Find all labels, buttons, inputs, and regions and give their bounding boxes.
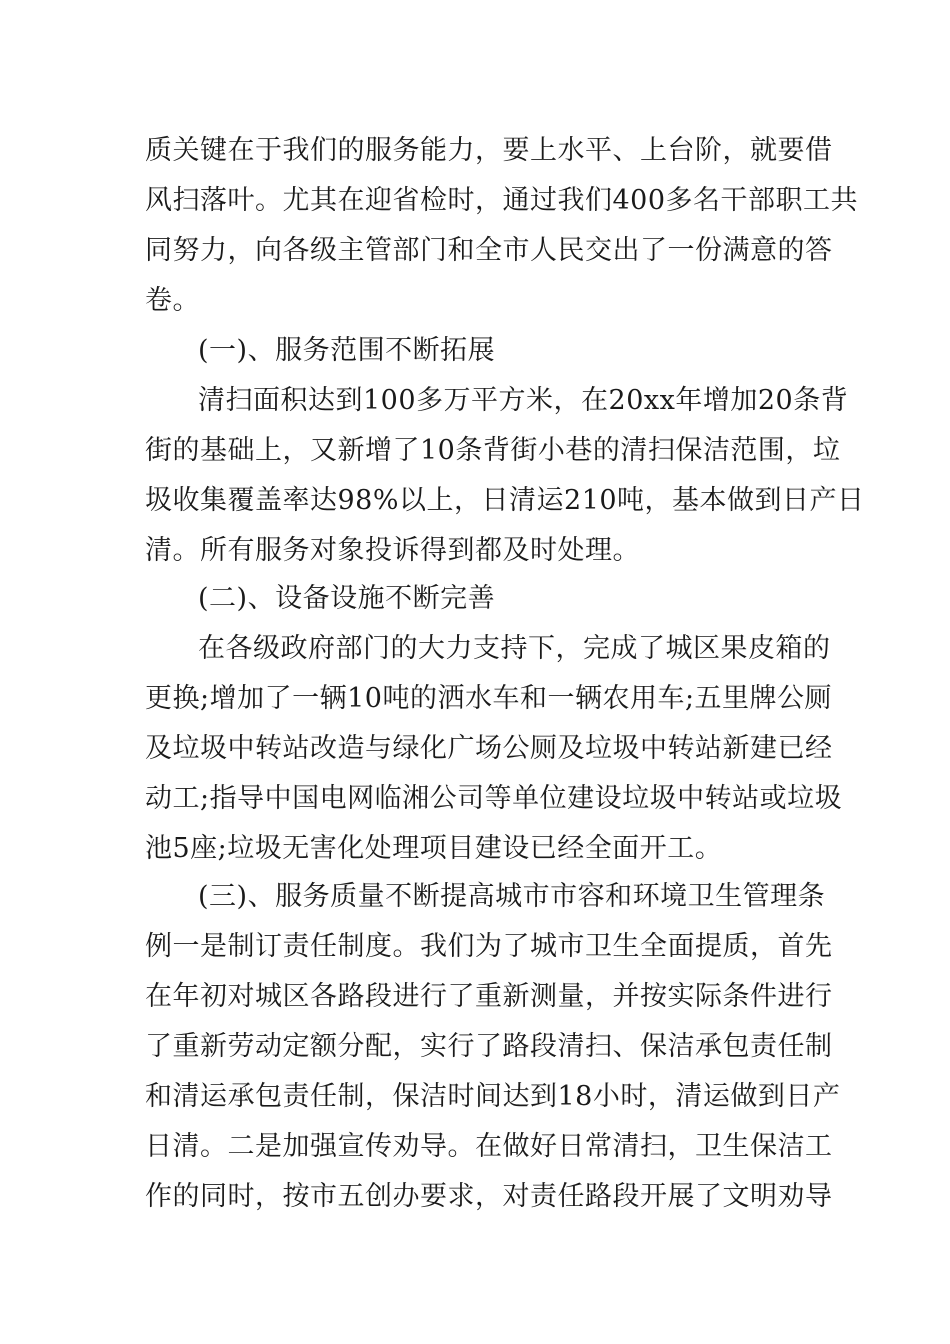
paragraph-line: 同努力，向各级主管部门和全市人民交出了一份满意的答	[145, 235, 833, 266]
paragraph-line: 清。所有服务对象投诉得到都及时处理。	[145, 535, 640, 566]
paragraph-line: 更换;增加了一辆10吨的洒水车和一辆农用车;五里牌公厕	[145, 683, 833, 714]
paragraph-line: 在年初对城区各路段进行了重新测量，并按实际条件进行	[145, 981, 833, 1012]
paragraph-line: 街的基础上，又新增了10条背街小巷的清扫保洁范围，垃	[145, 435, 841, 466]
paragraph-line: 在各级政府部门的大力支持下，完成了城区果皮箱的	[198, 633, 831, 664]
paragraph-line: 池5座;垃圾无害化处理项目建设已经全面开工。	[145, 833, 723, 864]
paragraph-line: 风扫落叶。尤其在迎省检时，通过我们400多名干部职工共	[145, 185, 859, 216]
paragraph-line: 及垃圾中转站改造与绿化广场公厕及垃圾中转站新建已经	[145, 733, 833, 764]
paragraph-line: 卷。	[145, 285, 200, 316]
paragraph-line: 日清。二是加强宣传劝导。在做好日常清扫，卫生保洁工	[145, 1131, 833, 1162]
paragraph-line: 和清运承包责任制，保洁时间达到18小时，清运做到日产	[145, 1081, 841, 1112]
paragraph-line: 质关键在于我们的服务能力，要上水平、上台阶，就要借	[145, 135, 833, 166]
paragraph-line: 作的同时，按市五创办要求，对责任路段开展了文明劝导	[145, 1181, 833, 1212]
paragraph-line: 清扫面积达到100多万平方米，在20xx年增加20条背	[198, 385, 849, 416]
paragraph-line: 动工;指导中国电网临湘公司等单位建设垃圾中转站或垃圾	[145, 783, 843, 814]
paragraph-line: 了重新劳动定额分配，实行了路段清扫、保洁承包责任制	[145, 1031, 833, 1062]
paragraph-line: 例一是制订责任制度。我们为了城市卫生全面提质，首先	[145, 931, 833, 962]
section-heading: (二)、设备设施不断完善	[198, 583, 496, 614]
section-heading: (一)、服务范围不断拓展	[198, 335, 496, 366]
section-heading: (三)、服务质量不断提高城市市容和环境卫生管理条	[198, 881, 826, 912]
paragraph-line: 圾收集覆盖率达98%以上，日清运210吨，基本做到日产日	[145, 485, 865, 516]
